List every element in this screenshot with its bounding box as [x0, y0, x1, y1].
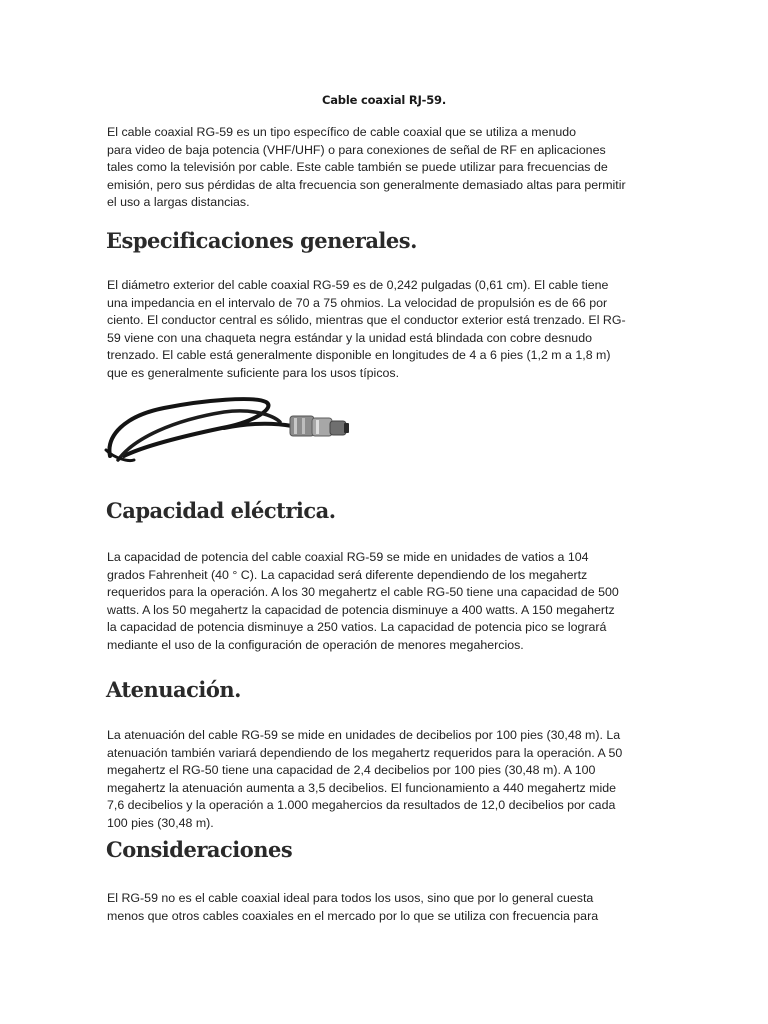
coaxial-cable-image — [104, 386, 356, 466]
intro-paragraph: El cable coaxial RG-59 es un tipo específico de cable coaxial que se utiliza a menudo para video de baja potencia (VHF/UHF) o para conexiones de señal de RF en aplicaciones tales como la televisión por cable. Este cable también se puede utilizar para frecuencias de emisión, pero sus pérdidas de alta frecuencia son generalmente demasiado altas para permitir el uso a largas distancias. — [107, 125, 626, 210]
section-text-capacidad: La capacidad de potencia del cable coaxial RG-59 se mide en unidades de vatios a 104 grados Fahrenheit (40 ° C). La capacidad será diferente dependiendo de los megahertz requeridos para la operación. A los 30 megahertz el cable RG-50 tiene una capacidad de 500 watts. A los 50 megahertz la capacidad de potencia disminuye a 400 watts. A 150 megahertz la capacidad de potencia disminuye a 250 vatios. La capacidad de potencia pico se logrará mediante el uso de la configuración de operación de menores megahercios. — [107, 550, 619, 652]
section-text-especificaciones: El diámetro exterior del cable coaxial RG-59 es de 0,242 pulgadas (0,61 cm). El cable tiene una impedancia en el intervalo de 70 a 75 ohmios. La velocidad de propulsión es de 66 por ciento. El conductor central es sólido, mientras que el conductor exterior está trenzado. El RG- 59 viene con una chaqueta negra estándar y la unidad está blindada con cobre desnudo trenzado. El cable está generalmente disponible en longitudes de 4 a 6 pies (1,2 m a 1,8 m) que es generalmente suficiente para los usos típicos. — [107, 278, 626, 380]
section-text-atenuacion: La atenuación del cable RG-59 se mide en unidades de decibelios por 100 pies (30,48 m). La atenuación también variará dependiendo de los megahertz requeridos para la operación. A 50 megahertz el RG-50 tiene una capacidad de 2,4 decibelios por 100 pies (30,48 m). A 100 megahertz la atenuación aumenta a 3,5 decibelios. El funcionamiento a 440 megahertz mide 7,6 decibelios y la operación a 1.000 megahercios da resultados de 12,0 decibelios por cada 100 pies (30,48 m). — [107, 728, 623, 830]
section-heading-atenuacion: Atenuación. — [106, 677, 241, 702]
section-heading-consideraciones: Consideraciones — [106, 837, 293, 862]
document-title: Cable coaxial RJ-59. — [322, 93, 446, 107]
section-text-consideraciones: El RG-59 no es el cable coaxial ideal para todos los usos, sino que por lo general cuesta menos que otros cables coaxiales en el mercado por lo que se utiliza con frecuencia para — [107, 891, 599, 923]
section-heading-capacidad: Capacidad eléctrica. — [106, 498, 336, 523]
section-heading-especificaciones: Especificaciones generales. — [106, 228, 417, 253]
